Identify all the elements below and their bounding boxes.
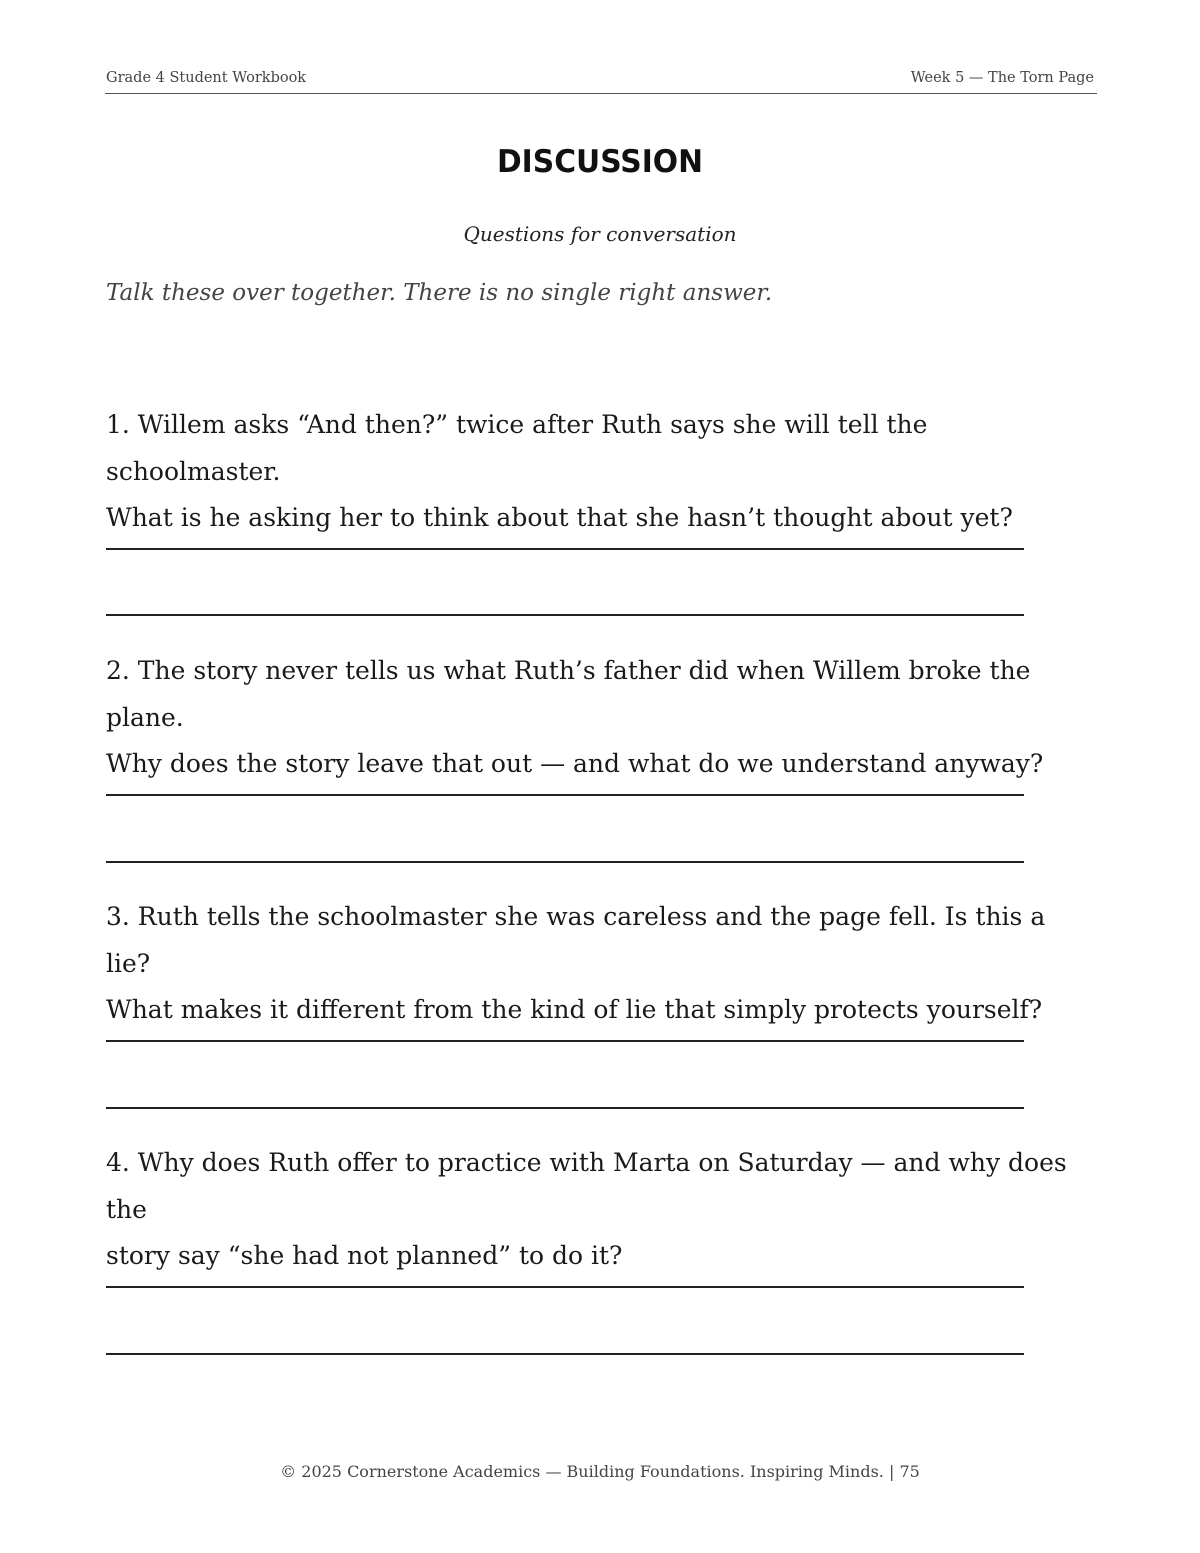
question-2-line-1: 2. The story never tells us what Ruth’s father did when Willem broke the plane.: [106, 656, 1031, 732]
page-footer: © 2025 Cornerstone Academics — Building Foundations. Inspiring Minds. | 75: [280, 1462, 920, 1481]
answer-line[interactable]: [106, 861, 1024, 863]
answer-line[interactable]: [106, 614, 1024, 616]
question-1-line-2: What is he asking her to think about that she hasn’t thought about yet?: [106, 503, 1013, 532]
answer-line[interactable]: [106, 548, 1024, 550]
answer-line[interactable]: [106, 1286, 1024, 1288]
page-title: DISCUSSION: [496, 144, 704, 180]
header-week-title: Week 5 — The Torn Page: [910, 70, 1094, 86]
question-4: [106, 1140, 1096, 1280]
question-1: [106, 402, 1096, 542]
question-2: [106, 648, 1096, 788]
running-header: [105, 68, 1097, 94]
question-2-line-2: Why does the story leave that out — and what do we understand anyway?: [106, 749, 1044, 778]
page-subtitle: Questions for conversation: [463, 222, 737, 246]
question-3: [106, 894, 1096, 1034]
answer-line[interactable]: [106, 794, 1024, 796]
question-4-line-1: 4. Why does Ruth offer to practice with Marta on Saturday — and why does the: [106, 1148, 1067, 1224]
answer-line[interactable]: [106, 1107, 1024, 1109]
header-workbook-title: Grade 4 Student Workbook: [106, 70, 307, 86]
answer-line[interactable]: [106, 1040, 1024, 1042]
answer-line[interactable]: [106, 1353, 1024, 1355]
instructions-text: Talk these over together. There is no single right answer.: [106, 280, 773, 306]
question-4-line-2: story say “she had not planned” to do it?: [106, 1241, 623, 1270]
question-3-line-2: What makes it different from the kind of lie that simply protects yourself?: [106, 995, 1043, 1024]
question-1-line-1: 1. Willem asks “And then?” twice after Ruth says she will tell the schoolmaster.: [106, 410, 928, 486]
question-3-line-1: 3. Ruth tells the schoolmaster she was careless and the page fell. Is this a lie?: [106, 902, 1046, 978]
